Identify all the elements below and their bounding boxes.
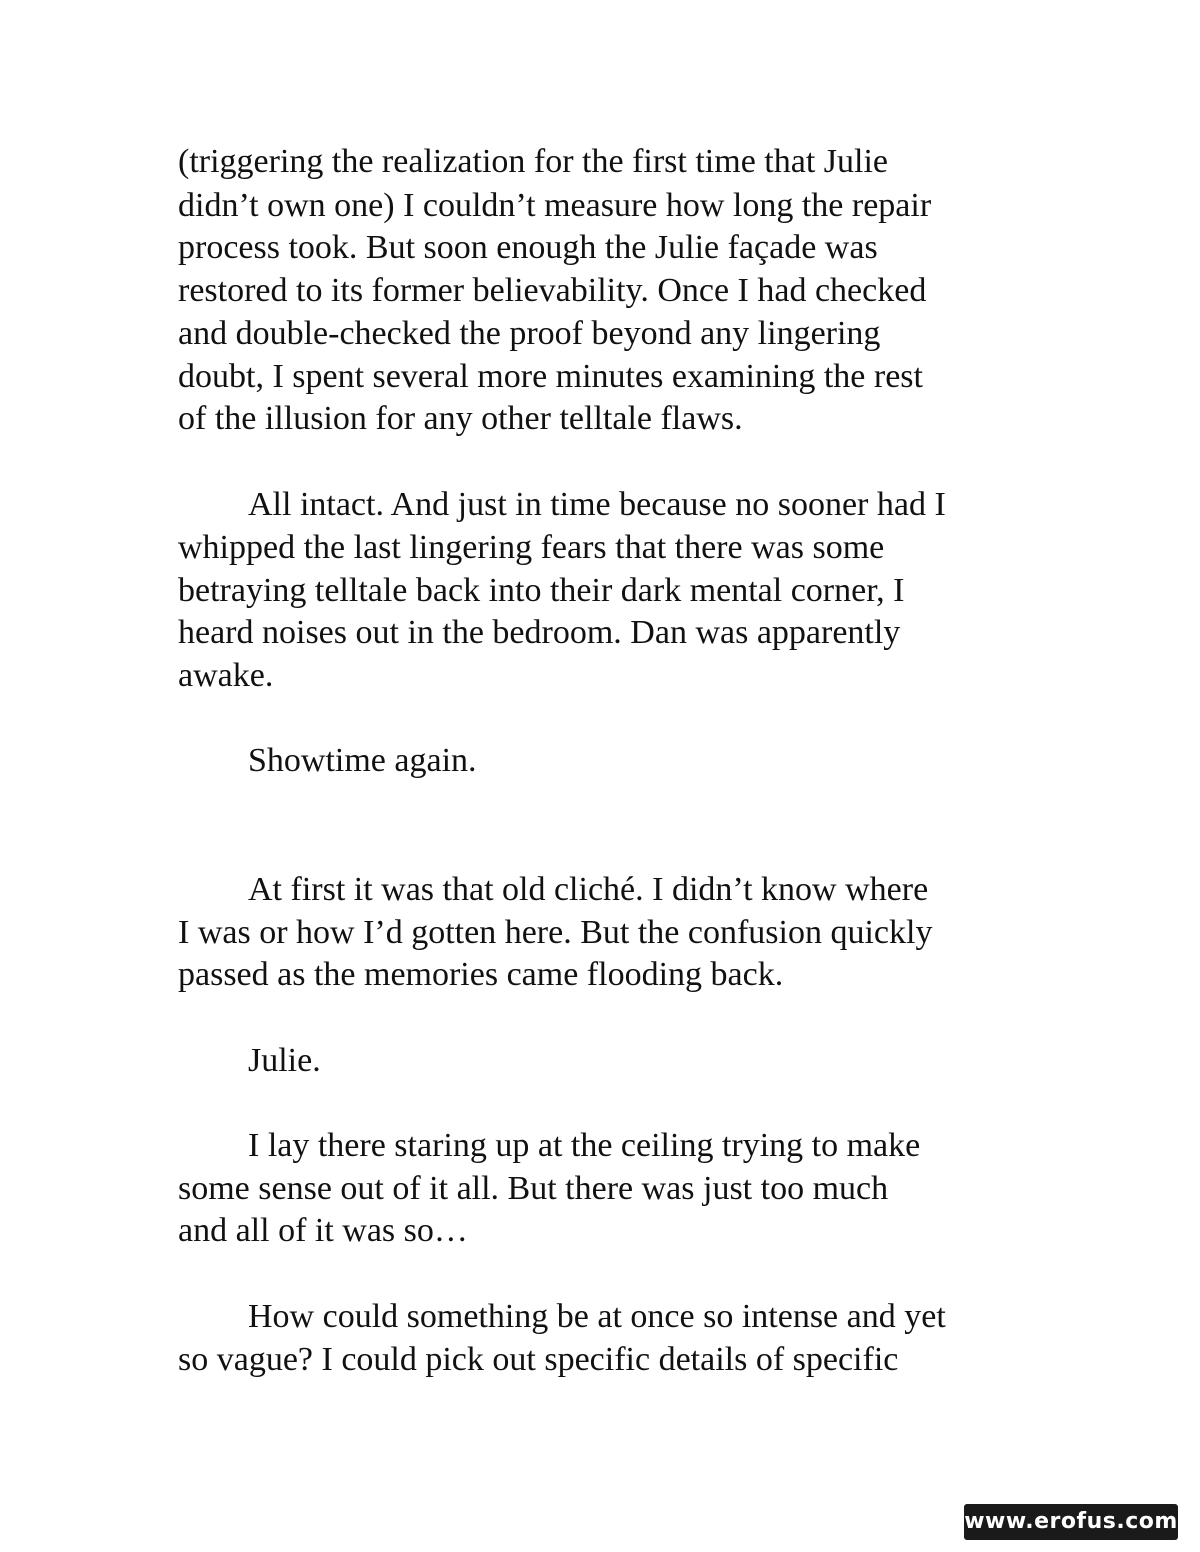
paragraph-1-line-4: restored to its former believability. Once I had checked <box>178 272 927 309</box>
paragraph-2-line-3: betraying telltale back into their dark mental corner, I <box>178 572 905 609</box>
paragraph-2-line-1: All intact. And just in time because no sooner had I <box>248 486 946 523</box>
paragraph-2-line-4: heard noises out in the bedroom. Dan was apparently <box>178 614 901 651</box>
paragraph-3-line-1: Showtime again. <box>248 742 477 779</box>
paragraph-7-line-2: so vague? I could pick out specific details of specific <box>178 1341 899 1378</box>
paragraph-6-line-2: some sense out of it all. But there was just too much <box>178 1170 889 1207</box>
paragraph-6-line-3: and all of it was so… <box>178 1212 468 1249</box>
paragraph-4-line-1: At first it was that old cliché. I didn’t know where <box>248 871 929 908</box>
paragraph-1-line-5: and double-checked the proof beyond any lingering <box>178 315 881 352</box>
paragraph-1-line-3: process took. But soon enough the Julie façade was <box>178 229 878 266</box>
paragraph-4-line-3: passed as the memories came flooding back. <box>178 956 784 993</box>
paragraph-6-line-1: I lay there staring up at the ceiling trying to make <box>248 1127 921 1164</box>
paragraph-2-line-2: whipped the last lingering fears that there was some <box>178 529 885 566</box>
paragraph-1-line-7: of the illusion for any other telltale flaws. <box>178 400 743 437</box>
paragraph-4-line-2: I was or how I’d gotten here. But the confusion quickly <box>178 914 933 951</box>
paragraph-1-line-6: doubt, I spent several more minutes examining the rest <box>178 358 923 395</box>
paragraph-1-line-2: didn’t own one) I couldn’t measure how long the repair <box>178 187 932 224</box>
paragraph-2-line-5: awake. <box>178 657 274 694</box>
paragraph-5-line-1: Julie. <box>248 1042 321 1079</box>
paragraph-7-line-1: How could something be at once so intense and yet <box>248 1298 946 1335</box>
watermark-badge: www.erofus.com <box>964 1504 1178 1540</box>
paragraph-1-line-1: (triggering the realization for the first time that Julie <box>178 143 888 180</box>
